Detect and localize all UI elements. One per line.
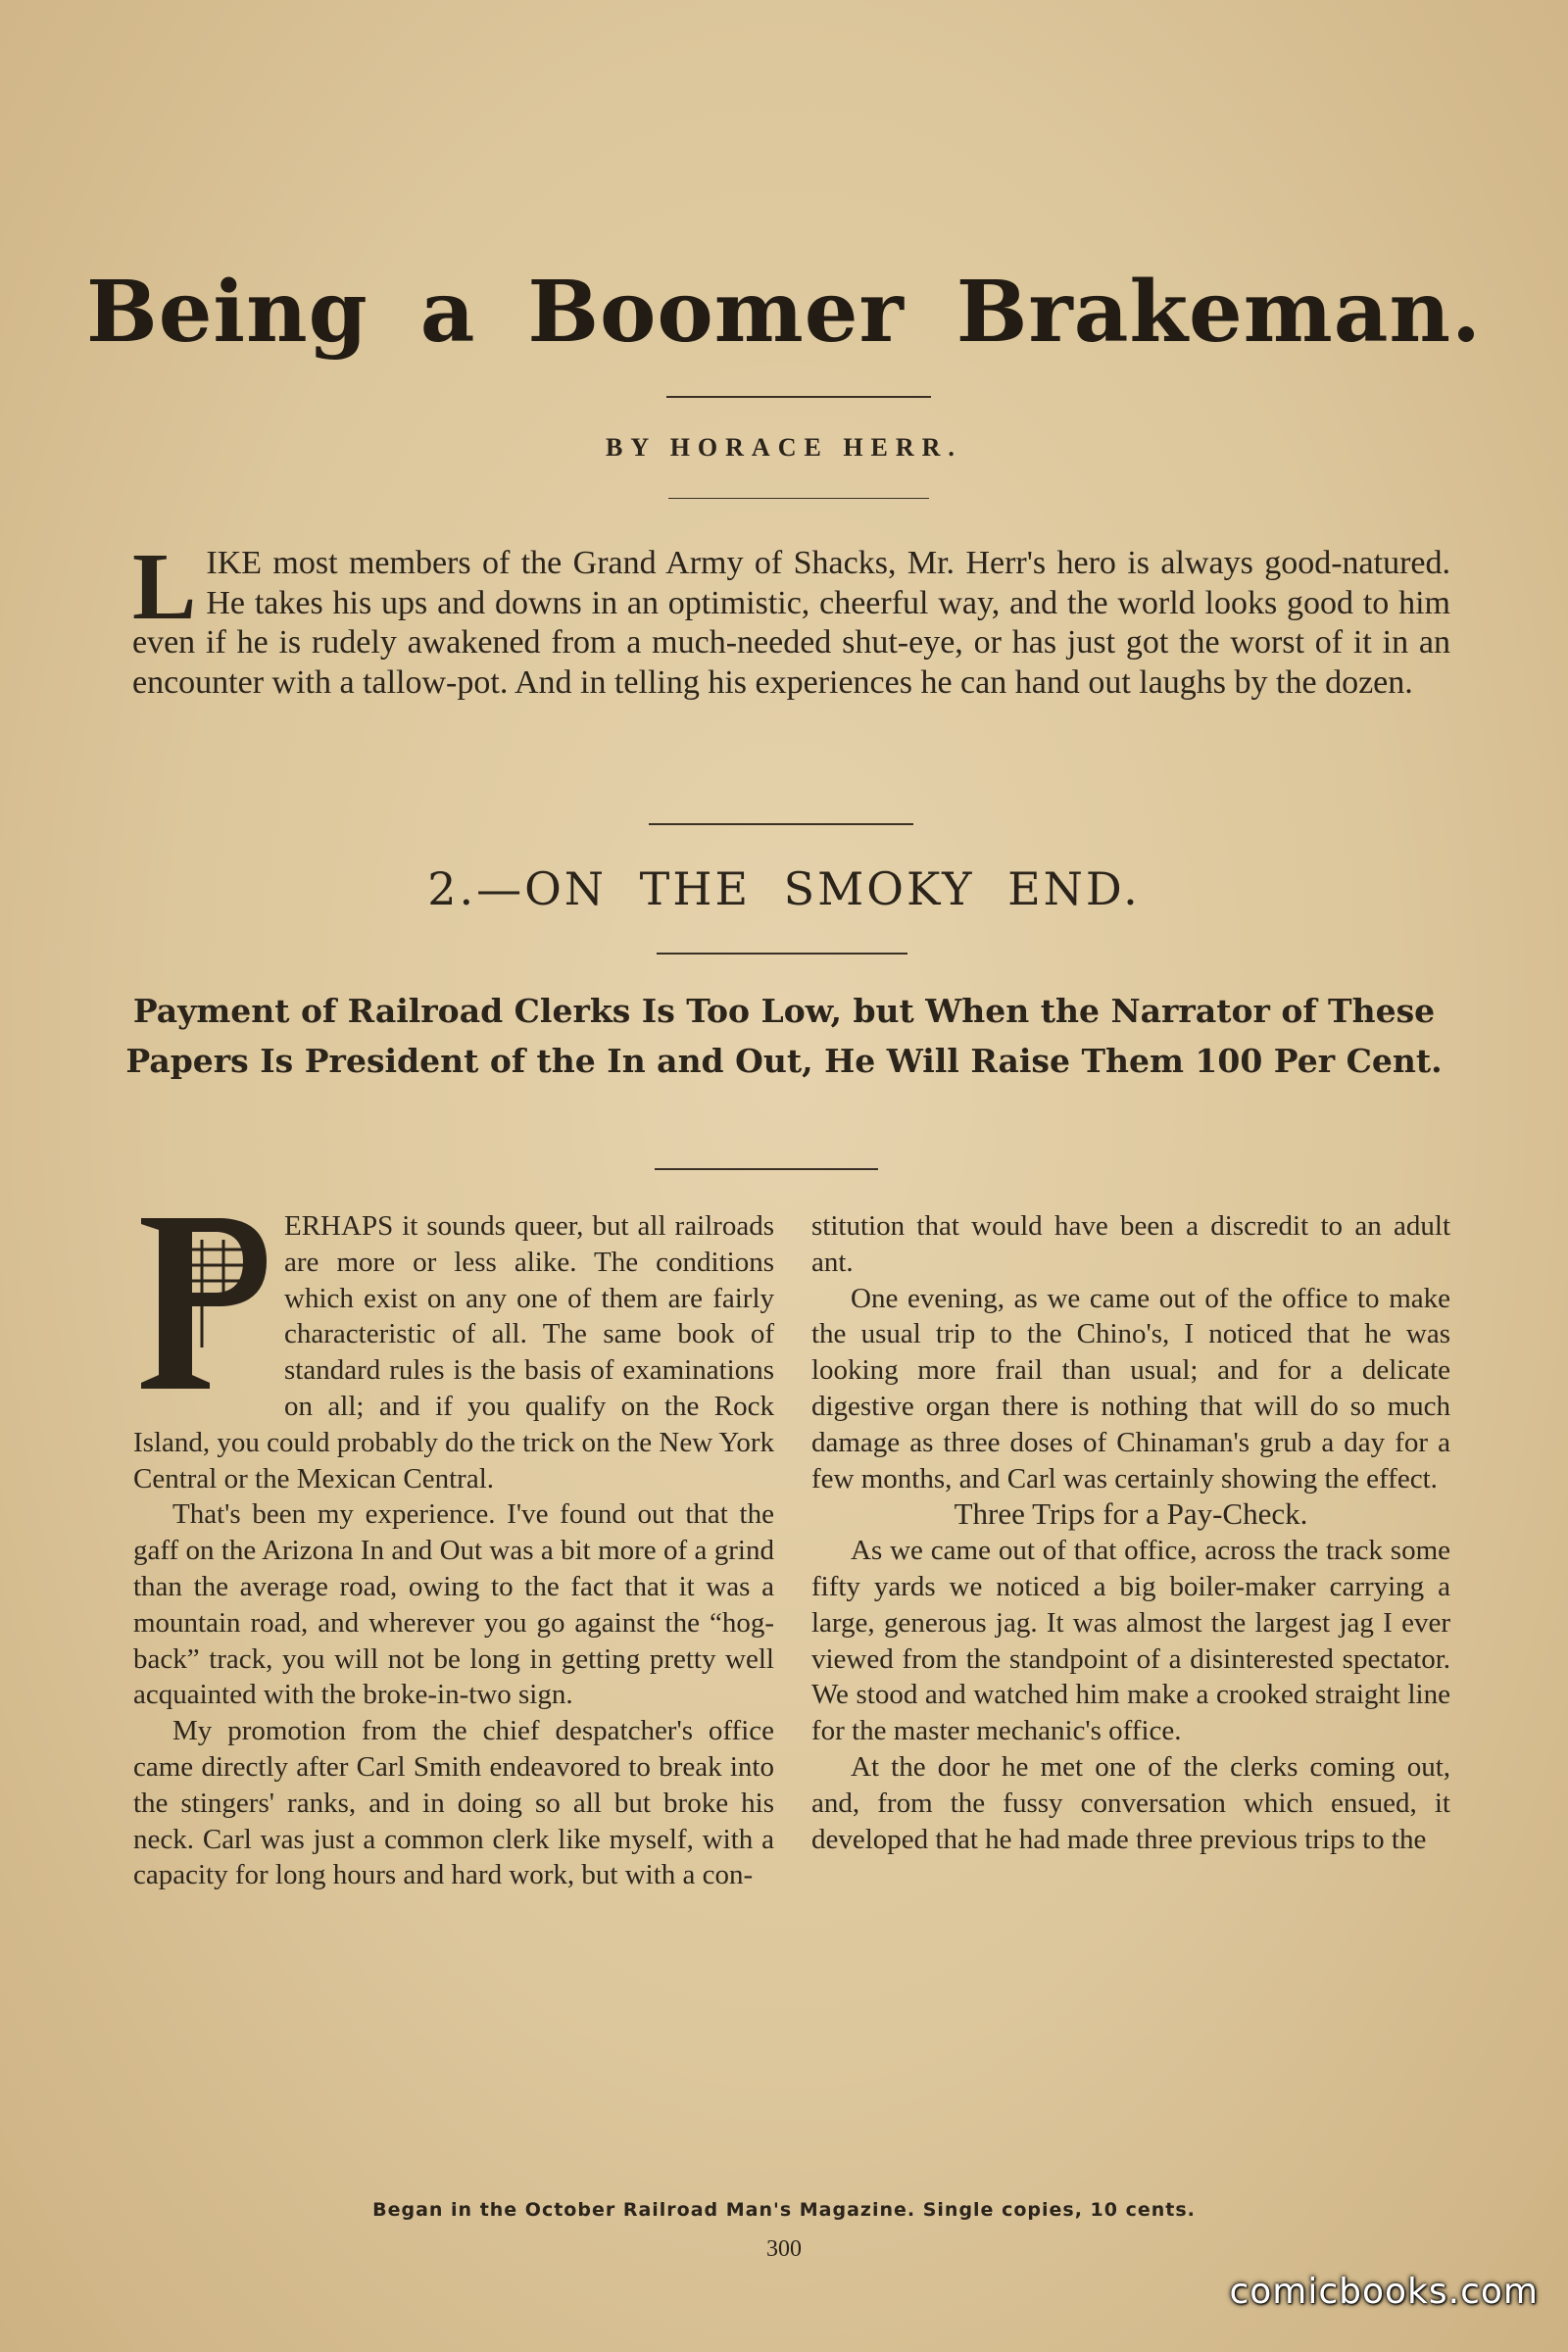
footer-note: Began in the October Railroad Man's Magazine. Single copies, 10 cents.	[372, 2199, 1196, 2221]
body-paragraph: As we came out of that office, across the track some fifty yards we noticed a big boiler-maker carrying a large, generous jag. It was almost the largest jag I ever viewed from the standpoint of a disinterested spectator. We stood and watched him make a crooked straight line for the master mechanic's office.	[811, 1535, 1450, 1747]
section-rule-bottom	[657, 953, 907, 955]
title-rule	[666, 396, 931, 398]
deck-rule	[655, 1168, 878, 1170]
intro-paragraph	[132, 534, 1450, 703]
article-title: Being a Boomer Brakeman.	[86, 263, 1482, 362]
section-rule-top	[649, 823, 913, 825]
watermark-logo: comicbooks.com	[1229, 2272, 1539, 2312]
right-column	[811, 1208, 1450, 1857]
left-column	[133, 1208, 774, 1893]
byline-rule	[668, 498, 929, 499]
section-title: 2.—ON THE SMOKY END.	[427, 862, 1141, 915]
paragraph-text: ERHAPS it sounds queer, but all railroads are more or less alike. The conditions which exist on any one of them are fairly characteristic of all. The same book of standard rules is the basis of examinations on all; and if you qualify on the Rock Island, you could probably do the trick on the New York Central or the Mexican Central.	[133, 1210, 775, 1494]
body-paragraph: That's been my experience. I've found out that the gaff on the Arizona In and Out was a bit more of a grind than the average road, owing to the fact that it was a mountain road, and wherever you go against the “hog-back” track, you will not be long in getting pretty well acquainted with the broke-in-two sign.	[133, 1498, 774, 1711]
article-deck: Payment of Railroad Clerks Is Too Low, but When the Narrator of These Papers Is President of the In and Out, He Will Raise Them 100 Per Cent.	[125, 992, 1443, 1080]
byline: BY HORACE HERR.	[606, 433, 962, 462]
body-paragraph	[133, 1208, 774, 1496]
subheading: Three Trips for a Pay-Check.	[954, 1496, 1308, 1532]
body-paragraph-continued: stitution that would have been a discredit to an adult ant.	[811, 1210, 1450, 1278]
intro-dropcap: L	[132, 534, 197, 640]
dropcap-letter: P	[133, 1210, 134, 1211]
body-paragraph: My promotion from the chief despatcher's office came directly after Carl Smith endeavored to break into the stingers' ranks, and in doing so all but broke his neck. Carl was just a common clerk like myself, with a capacity for long hours and hard work, but with a con-	[133, 1715, 774, 1891]
body-paragraph: One evening, as we came out of the office to make the usual trip to the Chino's, I noticed that he was looking more frail than usual; and for a delicate digestive organ there is nothing that will do so much damage as three doses of Chinaman's grub a day for a few months, and Carl was certainly showing the effect.	[811, 1282, 1450, 1494]
ornamental-dropcap-p	[133, 1210, 270, 1396]
intro-text: IKE most members of the Grand Army of Shacks, Mr. Herr's hero is always good-natured. He takes his ups and downs in an optimistic, cheerful way, and the world looks good to him even if he is rudely awakened from a much-needed shut-eye, or has just got the worst of it in an encounter with a tallow-pot. And in telling his experiences he can hand out laughs by the dozen.	[132, 545, 1450, 701]
body-paragraph: At the door he met one of the clerks coming out, and, from the fussy conversation which ensued, it developed that he had made three previous trips to the	[811, 1750, 1450, 1855]
page-number: 300	[766, 2236, 802, 2262]
